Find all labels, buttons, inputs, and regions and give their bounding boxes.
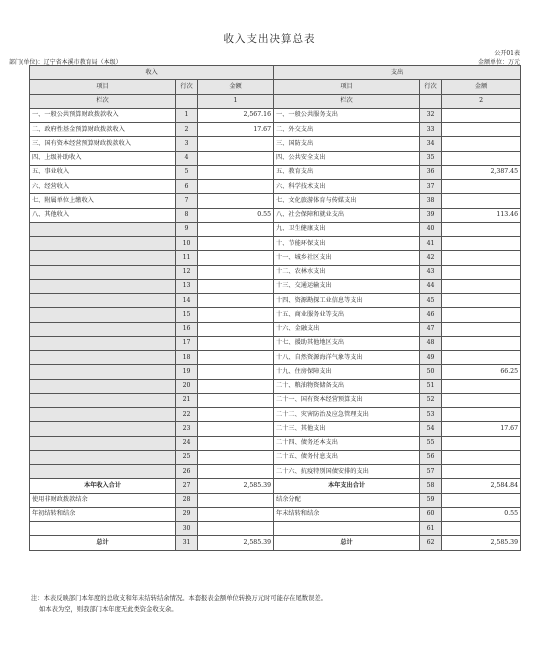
income-item-cell: 七、附属单位上缴收入 [30, 194, 176, 208]
table-row [30, 108, 521, 122]
expense-line-cell: 54 [420, 422, 442, 436]
expense-line-cell: 41 [420, 237, 442, 251]
expense-item-cell: 二十四、债务还本支出 [274, 436, 420, 450]
table-row [30, 294, 521, 308]
income-line-cell: 5 [176, 165, 198, 179]
income-item-cell [30, 308, 176, 322]
income-line-cell: 8 [176, 208, 198, 222]
income-amount-cell [198, 237, 274, 251]
income-line-cell: 16 [176, 322, 198, 336]
expense-line-cell: 61 [420, 522, 442, 536]
income-amount-cell [198, 279, 274, 293]
income-line-cell: 4 [176, 151, 198, 165]
income-item-cell [30, 336, 176, 350]
expense-line-cell: 49 [420, 351, 442, 365]
income-item-cell [30, 265, 176, 279]
footnotes [31, 593, 327, 615]
expense-item-cell: 十三、交通运输支出 [274, 279, 420, 293]
table-row [30, 123, 521, 137]
table-row [30, 265, 521, 279]
income-line-cell: 25 [176, 450, 198, 464]
income-item-cell [30, 294, 176, 308]
expense-item-cell: 二十六、抗疫特别国债安排的支出 [274, 465, 420, 479]
table-row [30, 393, 521, 407]
income-amount-cell [198, 265, 274, 279]
table-row [30, 137, 521, 151]
expense-item-cell: 年末结转和结余 [274, 507, 420, 521]
expense-amount-cell [442, 279, 521, 293]
income-line-cell: 11 [176, 251, 198, 265]
income-amount-cell [198, 137, 274, 151]
expense-column-line [420, 94, 442, 108]
page-title: 收入支出决算总表 [223, 33, 316, 45]
expense-line-header: 行次 [420, 80, 442, 94]
expense-item-cell [274, 522, 420, 536]
expense-item-cell: 四、公共安全支出 [274, 151, 420, 165]
expense-amount-cell [442, 222, 521, 236]
table-row [30, 251, 521, 265]
expense-item-cell: 二十、粮油物资储备支出 [274, 379, 420, 393]
income-line-cell: 31 [176, 536, 198, 550]
income-line-cell: 10 [176, 237, 198, 251]
income-line-cell: 13 [176, 279, 198, 293]
income-item-cell [30, 322, 176, 336]
expense-amount-cell [442, 351, 521, 365]
income-item-header: 项目 [30, 80, 176, 94]
expense-amount-cell [442, 151, 521, 165]
expense-line-cell: 42 [420, 251, 442, 265]
table-row [30, 279, 521, 293]
expense-item-cell: 五、教育支出 [274, 165, 420, 179]
expense-item-cell: 六、科学技术支出 [274, 180, 420, 194]
expense-line-cell: 55 [420, 436, 442, 450]
expense-amount-cell [442, 408, 521, 422]
expense-amount-cell [442, 450, 521, 464]
expense-item-cell: 结余分配 [274, 493, 420, 507]
expense-amount-cell [442, 465, 521, 479]
table-row [30, 222, 521, 236]
expense-amount-cell [442, 322, 521, 336]
expense-line-cell: 39 [420, 208, 442, 222]
expense-item-header: 项目 [274, 80, 420, 94]
income-amount-cell: 2,585.39 [198, 479, 274, 493]
header-row-2 [30, 80, 521, 94]
expense-amount-cell [442, 180, 521, 194]
income-column-number: 1 [198, 94, 274, 108]
income-item-cell: 五、事业收入 [30, 165, 176, 179]
income-amount-cell [198, 422, 274, 436]
expense-item-cell: 十九、住房保障支出 [274, 365, 420, 379]
table-row [30, 165, 521, 179]
expense-item-cell: 十八、自然资源海洋气象等支出 [274, 351, 420, 365]
expense-amount-cell [442, 108, 521, 122]
income-amount-cell [198, 308, 274, 322]
income-line-cell: 28 [176, 493, 198, 507]
income-line-cell: 12 [176, 265, 198, 279]
income-amount-cell [198, 322, 274, 336]
expense-line-cell: 62 [420, 536, 442, 550]
amount-unit: 金额单位：万元 [477, 59, 520, 66]
expense-line-cell: 58 [420, 479, 442, 493]
expense-column-number: 2 [442, 94, 521, 108]
income-line-cell: 20 [176, 379, 198, 393]
expense-item-cell: 十五、商业服务业等支出 [274, 308, 420, 322]
expense-line-cell: 47 [420, 322, 442, 336]
table-row [30, 536, 521, 550]
income-amount-cell: 2,567.16 [198, 108, 274, 122]
income-line-cell: 2 [176, 123, 198, 137]
income-amount-cell [198, 465, 274, 479]
form-code: 公开01表 [494, 50, 520, 57]
expense-line-cell: 59 [420, 493, 442, 507]
expense-amount-cell [442, 393, 521, 407]
expense-item-cell: 二十五、债务付息支出 [274, 450, 420, 464]
expense-item-cell: 二十三、其他支出 [274, 422, 420, 436]
expense-amount-cell: 2,585.39 [442, 536, 521, 550]
table-row [30, 208, 521, 222]
income-item-cell [30, 436, 176, 450]
expense-item-cell: 本年支出合计 [274, 479, 420, 493]
income-item-cell: 使用非财政拨款结余 [30, 493, 176, 507]
income-item-cell [30, 351, 176, 365]
income-line-cell: 7 [176, 194, 198, 208]
income-line-cell: 1 [176, 108, 198, 122]
income-item-cell: 三、国有资本经营预算财政拨款收入 [30, 137, 176, 151]
expense-amount-cell: 17.67 [442, 422, 521, 436]
expense-amount-cell: 0.55 [442, 507, 521, 521]
expense-item-cell: 十一、城乡社区支出 [274, 251, 420, 265]
income-line-cell: 24 [176, 436, 198, 450]
expense-line-cell: 60 [420, 507, 442, 521]
unit-label: 部门(单位)：辽宁省本溪市教育局（本级） [9, 59, 122, 66]
expense-line-cell: 32 [420, 108, 442, 122]
income-item-cell [30, 237, 176, 251]
expense-item-cell: 十二、农林水支出 [274, 265, 420, 279]
income-amount-cell [198, 194, 274, 208]
expense-amount-cell [442, 379, 521, 393]
expense-amount-cell: 66.25 [442, 365, 521, 379]
footnote-2: 如本表为空，则我部门本年度无此类资金收支余。 [39, 606, 178, 613]
expense-amount-cell [442, 336, 521, 350]
expense-amount-cell [442, 436, 521, 450]
income-line-cell: 27 [176, 479, 198, 493]
income-line-cell: 30 [176, 522, 198, 536]
income-amount-cell [198, 408, 274, 422]
table-row [30, 365, 521, 379]
income-item-cell: 一、一般公共预算财政拨款收入 [30, 108, 176, 122]
income-amount-cell [198, 450, 274, 464]
income-amount-cell [198, 522, 274, 536]
income-item-cell [30, 251, 176, 265]
income-amount-cell: 0.55 [198, 208, 274, 222]
income-amount-cell [198, 351, 274, 365]
expense-item-cell: 二、外交支出 [274, 123, 420, 137]
footnote-1: 注：本表反映部门本年度的总收支和年末结转结余情况。本套报表金额单位转换万元时可能存在尾数误差。 [31, 595, 327, 602]
expense-line-cell: 52 [420, 393, 442, 407]
income-line-cell: 9 [176, 222, 198, 236]
income-amount-cell [198, 493, 274, 507]
income-item-cell: 八、其他收入 [30, 208, 176, 222]
expense-line-cell: 57 [420, 465, 442, 479]
income-amount-cell [198, 180, 274, 194]
table-row [30, 322, 521, 336]
income-amount-cell [198, 165, 274, 179]
expense-line-cell: 40 [420, 222, 442, 236]
income-item-cell [30, 279, 176, 293]
table-row [30, 379, 521, 393]
income-amount-cell [198, 294, 274, 308]
income-line-cell: 18 [176, 351, 198, 365]
table-row [30, 493, 521, 507]
income-amount-header: 金额 [198, 80, 274, 94]
expense-column-label: 栏次 [274, 94, 420, 108]
expense-item-cell: 十六、金融支出 [274, 322, 420, 336]
income-item-cell [30, 379, 176, 393]
table-row [30, 522, 521, 536]
income-item-cell [30, 450, 176, 464]
income-line-cell: 15 [176, 308, 198, 322]
income-amount-cell [198, 393, 274, 407]
table-row [30, 436, 521, 450]
income-line-cell: 14 [176, 294, 198, 308]
expense-amount-cell [442, 251, 521, 265]
table-row [30, 336, 521, 350]
table-row [30, 351, 521, 365]
expense-amount-cell [442, 294, 521, 308]
income-amount-cell: 17.67 [198, 123, 274, 137]
table-row [30, 194, 521, 208]
expense-amount-cell [442, 308, 521, 322]
expense-line-cell: 51 [420, 379, 442, 393]
income-amount-cell [198, 336, 274, 350]
expense-item-cell: 十七、援助其他地区支出 [274, 336, 420, 350]
table-row [30, 479, 521, 493]
income-item-cell [30, 222, 176, 236]
table-row [30, 180, 521, 194]
expense-line-cell: 33 [420, 123, 442, 137]
income-column-line [176, 94, 198, 108]
expense-amount-cell [442, 237, 521, 251]
income-line-cell: 26 [176, 465, 198, 479]
table-row [30, 422, 521, 436]
expense-line-cell: 38 [420, 194, 442, 208]
header-row-3 [30, 94, 521, 108]
table-row [30, 308, 521, 322]
expense-line-cell: 43 [420, 265, 442, 279]
income-header: 收入 [30, 66, 274, 80]
expense-line-cell: 48 [420, 336, 442, 350]
table-row [30, 237, 521, 251]
expense-item-cell: 十四、资源勘探工业信息等支出 [274, 294, 420, 308]
income-amount-cell [198, 365, 274, 379]
income-amount-cell [198, 251, 274, 265]
expense-item-cell: 一、一般公共服务支出 [274, 108, 420, 122]
expense-line-cell: 45 [420, 294, 442, 308]
income-item-cell: 总计 [30, 536, 176, 550]
income-amount-cell [198, 379, 274, 393]
expense-amount-header: 金额 [442, 80, 521, 94]
income-item-cell [30, 465, 176, 479]
income-item-cell: 本年收入合计 [30, 479, 176, 493]
expense-line-cell: 37 [420, 180, 442, 194]
income-line-header: 行次 [176, 80, 198, 94]
income-line-cell: 17 [176, 336, 198, 350]
expense-item-cell: 二十一、国有资本经营预算支出 [274, 393, 420, 407]
income-amount-cell [198, 507, 274, 521]
header-row-1 [30, 66, 521, 80]
expense-line-cell: 34 [420, 137, 442, 151]
expense-amount-cell [442, 493, 521, 507]
income-amount-cell [198, 436, 274, 450]
expense-item-cell: 总计 [274, 536, 420, 550]
expense-item-cell: 九、卫生健康支出 [274, 222, 420, 236]
expense-item-cell: 二十二、灾害防治及应急管理支出 [274, 408, 420, 422]
expense-amount-cell: 2,387.45 [442, 165, 521, 179]
expense-amount-cell [442, 137, 521, 151]
income-line-cell: 29 [176, 507, 198, 521]
table-row [30, 507, 521, 521]
expense-line-cell: 46 [420, 308, 442, 322]
income-line-cell: 6 [176, 180, 198, 194]
table-row [30, 151, 521, 165]
summary-table [29, 65, 521, 551]
income-line-cell: 21 [176, 393, 198, 407]
expense-item-cell: 八、社会保障和就业支出 [274, 208, 420, 222]
expense-line-cell: 36 [420, 165, 442, 179]
expense-amount-cell [442, 194, 521, 208]
income-item-cell [30, 408, 176, 422]
expense-item-cell: 七、文化旅游体育与传媒支出 [274, 194, 420, 208]
expense-line-cell: 56 [420, 450, 442, 464]
income-line-cell: 23 [176, 422, 198, 436]
income-amount-cell [198, 151, 274, 165]
income-item-cell: 二、政府性基金预算财政拨款收入 [30, 123, 176, 137]
expense-amount-cell [442, 123, 521, 137]
table-row [30, 450, 521, 464]
income-amount-cell [198, 222, 274, 236]
expense-header: 支出 [274, 66, 521, 80]
table-row [30, 408, 521, 422]
income-column-label: 栏次 [30, 94, 176, 108]
income-amount-cell: 2,585.39 [198, 536, 274, 550]
expense-amount-cell: 2,584.84 [442, 479, 521, 493]
income-item-cell [30, 365, 176, 379]
income-line-cell: 19 [176, 365, 198, 379]
expense-item-cell: 十、节能环保支出 [274, 237, 420, 251]
expense-line-cell: 50 [420, 365, 442, 379]
expense-item-cell: 三、国防支出 [274, 137, 420, 151]
income-item-cell [30, 522, 176, 536]
income-line-cell: 22 [176, 408, 198, 422]
table-row [30, 465, 521, 479]
income-item-cell: 四、上级补助收入 [30, 151, 176, 165]
expense-amount-cell: 113.46 [442, 208, 521, 222]
expense-amount-cell [442, 522, 521, 536]
expense-amount-cell [442, 265, 521, 279]
income-item-cell [30, 393, 176, 407]
income-item-cell: 年初结转和结余 [30, 507, 176, 521]
income-item-cell [30, 422, 176, 436]
expense-line-cell: 44 [420, 279, 442, 293]
expense-line-cell: 35 [420, 151, 442, 165]
income-item-cell: 六、经营收入 [30, 180, 176, 194]
expense-line-cell: 53 [420, 408, 442, 422]
income-line-cell: 3 [176, 137, 198, 151]
